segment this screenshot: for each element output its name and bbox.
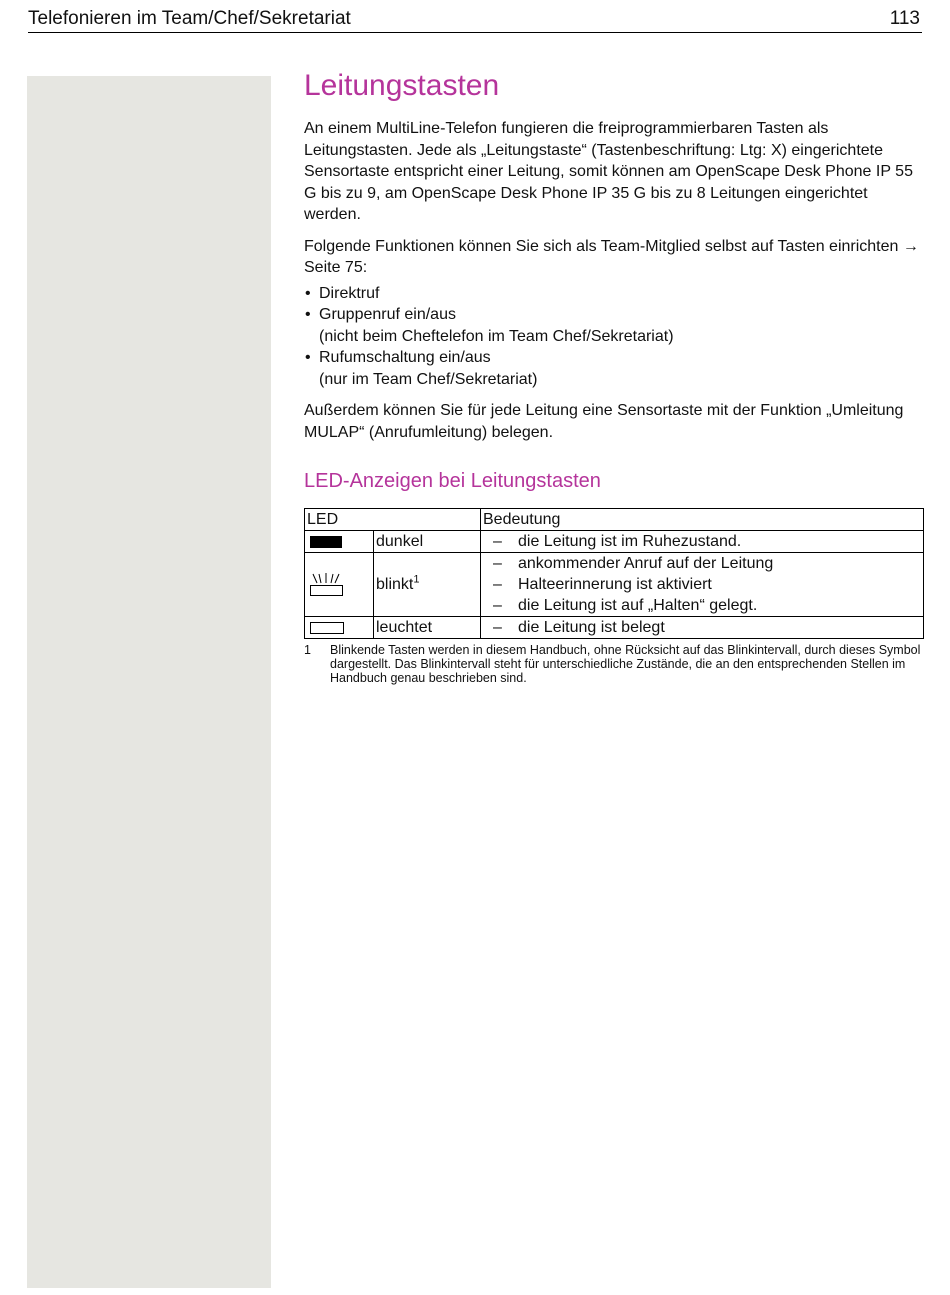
table-row — [305, 553, 924, 617]
led-state: leuchtet — [376, 619, 433, 636]
function-list — [304, 283, 924, 391]
meaning-text: Halteerinnerung ist aktiviert — [518, 576, 712, 593]
meaning-text: die Leitung ist belegt — [518, 619, 665, 636]
intro-paragraph: An einem MultiLine-Telefon fungieren die freiprogrammierbaren Tasten als Leitungstasten. Jede als „Leitungstaste“ (Tastenbeschriftung: Ltg: X) eingerichtete Sensortaste entspricht einer Leitung, somit können am OpenScape Desk Phone IP 55 G bis zu 9, am OpenScape Desk Phone IP 35 G bis zu 8 Leitungen eingerichtet werden. — [304, 120, 913, 223]
led-icon-cell — [305, 531, 374, 553]
meaning-text: die Leitung ist im Ruhezustand. — [518, 533, 742, 550]
table-row — [305, 617, 924, 639]
bullet: • — [305, 306, 311, 323]
meaning-line — [483, 617, 921, 638]
dash: – — [493, 533, 502, 550]
list-item — [304, 347, 924, 390]
meaning-line — [483, 553, 921, 574]
led-state: dunkel — [376, 533, 424, 550]
led-blinking-icon — [309, 572, 347, 598]
led-state-cell — [374, 553, 481, 617]
main-content — [304, 66, 924, 685]
footnote-text: Blinkende Tasten werden in diesem Handbuch, ohne Rücksicht auf das Blinkintervall, durch dieses Symbol dargestellt. Das Blinkintervall steht für unterschiedliche Zustände, die an den entsprechenden Stellen im Handbuch genau beschrieben sind. — [330, 643, 921, 685]
led-icon-cell — [305, 553, 374, 617]
bullet: • — [305, 349, 311, 366]
header-meaning: Bedeutung — [481, 509, 924, 531]
dash: – — [493, 619, 502, 636]
bullet: • — [305, 284, 311, 302]
page-number: 113 — [889, 8, 920, 29]
table-header-row — [305, 509, 924, 531]
led-dark-icon — [310, 536, 342, 548]
led-icon-cell — [305, 617, 374, 639]
footnote-number: 1 — [304, 643, 311, 657]
list-item-note: (nur im Team Chef/Sekretariat) — [319, 370, 538, 388]
footnote — [304, 643, 924, 685]
list-item-text: Rufumschaltung ein/aus — [319, 349, 491, 366]
meaning-text: die Leitung ist auf „Halten“ gelegt. — [518, 597, 758, 614]
functions-paragraph: Folgende Funktionen können Sie sich als Team-Mitglied selbst auf Tasten einrichten → Seite 75: — [304, 237, 919, 276]
meaning-line — [483, 595, 921, 616]
page-header — [28, 6, 922, 33]
dash: – — [493, 555, 502, 572]
meaning-cell — [481, 553, 924, 617]
led-state-cell — [374, 531, 481, 553]
footnote-ref: 1 — [413, 573, 420, 586]
led-lit-icon — [310, 622, 344, 634]
dash: – — [493, 576, 502, 593]
header-led: LED — [305, 509, 481, 531]
list-item-note: (nicht beim Cheftelefon im Team Chef/Sekretariat) — [319, 327, 674, 345]
meaning-line — [483, 574, 921, 595]
list-item — [304, 304, 924, 347]
list-item — [304, 283, 924, 305]
dash: – — [493, 597, 502, 614]
chapter-title: Telefonieren im Team/Chef/Sekretariat — [28, 8, 351, 29]
led-state-cell — [374, 617, 481, 639]
list-item-text: Gruppenruf ein/aus — [319, 306, 456, 323]
section-title: Leitungstasten — [304, 69, 500, 102]
mulap-paragraph: Außerdem können Sie für jede Leitung eine Sensortaste mit der Funktion „Umleitung MULAP“ (Anrufumleitung) belegen. — [304, 402, 904, 441]
meaning-cell — [481, 531, 924, 553]
table-row — [305, 531, 924, 553]
meaning-text: ankommender Anruf auf der Leitung — [518, 555, 774, 572]
margin-sidebar — [27, 76, 271, 1288]
meaning-line — [483, 531, 921, 552]
subsection-title: LED-Anzeigen bei Leitungstasten — [304, 470, 601, 492]
list-item-text: Direktruf — [319, 284, 380, 302]
meaning-cell — [481, 617, 924, 639]
led-table — [304, 508, 924, 639]
led-state: blinkt — [376, 576, 414, 593]
